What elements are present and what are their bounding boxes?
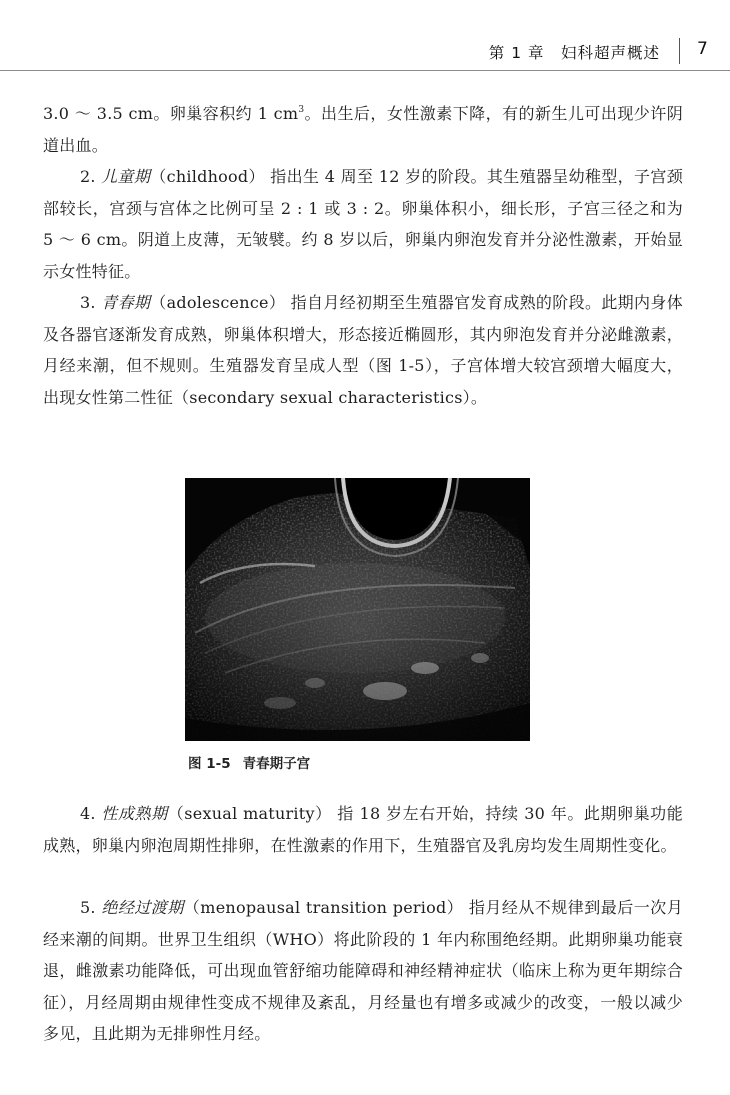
paragraph-ovary-size [43, 98, 683, 161]
term-adolescence: 青春期 [101, 293, 151, 312]
page-header [0, 0, 730, 71]
page-number: 7 [697, 39, 708, 59]
paragraph-text: （sexual maturity） 指 18 岁左右开始，持续 30 年。此期卵巢功能成熟，卵巢内卵泡周期性排卵，在性激素的作用下，生殖器官及乳房均发生周期性变化。 [43, 804, 683, 855]
paragraph-text: （childhood） 指出生 4 周至 12 岁的阶段。其生殖器呈幼稚型，子宫颈部较长，宫颈与宫体之比例可呈 2 : 1 或 3 : 2。卵巢体积小，细长形，子宫三径之和为 5 ～ 6 cm。阴道上皮薄，无皱襞。约 8 岁以后，卵巢内卵泡发育并分泌性激素，开始显示女性特征。 [43, 167, 683, 281]
paragraph-adolescence [43, 287, 683, 413]
figure-caption-text: 青春期子宫 [242, 756, 311, 772]
term-sexual-maturity: 性成熟期 [101, 804, 168, 823]
paragraph-text: 3.0 ～ 3.5 cm。卵巢容积约 1 cm [43, 104, 299, 123]
item-number: 4. [80, 804, 102, 823]
ultrasound-image [185, 478, 530, 741]
paragraph-sexual-maturity [43, 798, 683, 861]
item-number: 2. [80, 167, 102, 186]
term-childhood: 儿童期 [101, 167, 151, 186]
figure-caption [188, 752, 310, 772]
item-number: 5. [80, 898, 102, 917]
paragraph-text: （menopausal transition period） 指月经从不规律到最后一次月经来潮的间期。世界卫生组织（WHO）将此阶段的 1 年内称围绝经期。此期卵巢功能衰退，雌激素功能降低，可出现血管舒缩功能障碍和神经精神症状（临床上称为更年期综合征），月经周期由规律性变成不规律及紊乱，月经量也有增多或减少的改变，一般以减少多见，且此期为无排卵性月经。 [43, 898, 683, 1044]
figure-number: 图 1-5 [188, 756, 231, 772]
term-menopausal-transition: 绝经过渡期 [101, 898, 184, 917]
superscript: 3 [298, 105, 305, 115]
item-number: 3. [80, 293, 102, 312]
chapter-title: 第 1 章 妇科超声概述 [488, 44, 660, 62]
paragraph-text: （adolescence） 指自月经初期至生殖器官发育成熟的阶段。此期内身体及各器官逐渐发育成熟，卵巢体积增大，形态接近椭圆形，其内卵泡发育并分泌雌激素，月经来潮，但不规则。生殖器发育呈成人型（图 1-5），子宫体增大较宫颈增大幅度大，出现女性第二性征（secondary sexual characteristics）。 [43, 293, 683, 407]
paragraph-menopausal-transition [43, 892, 683, 1050]
paragraph-text: 。出生后，女性激素下降，有的新生儿可出现少许阴道出血。 [43, 104, 683, 155]
header-divider [679, 38, 680, 64]
paragraph-childhood [43, 161, 683, 287]
